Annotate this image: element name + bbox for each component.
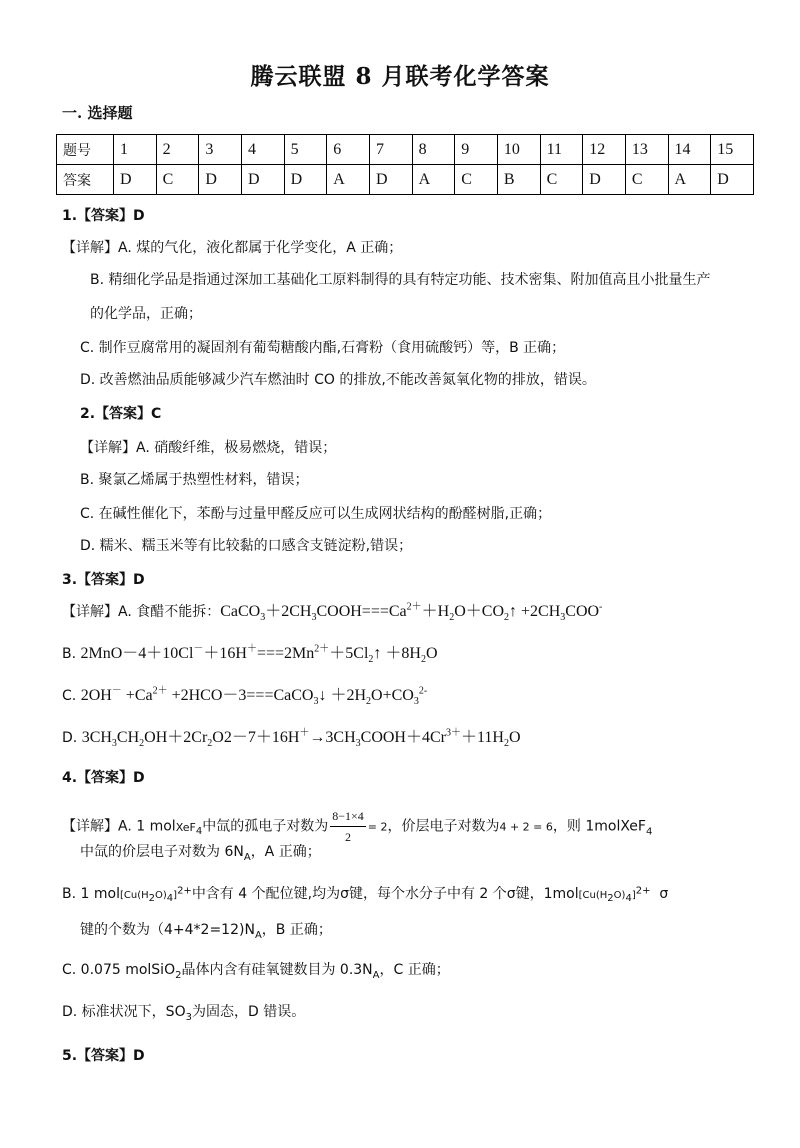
question-number-cell: 3: [199, 135, 242, 165]
answer-cell: D: [284, 165, 327, 195]
q1-b-line2: 的化学品，正确；: [90, 306, 202, 322]
q2-d: D. 糯米、糯玉米等有比较黏的口感含支链淀粉,错误；: [80, 538, 413, 554]
table-row: [57, 165, 754, 195]
answer-cell: C: [455, 165, 498, 195]
q1-b-line1: B. 精细化学品是指通过深加工基础化工原料制得的具有特定功能、技术密集、附加值高且小批量生产: [90, 272, 711, 288]
q3-d: [62, 728, 521, 748]
answer-cell: D: [241, 165, 284, 195]
section-heading: 一. 选择题: [62, 104, 133, 122]
q4-b-line1: [62, 884, 668, 906]
q4-a-sum: 4 + 2 = 6: [499, 820, 553, 834]
answer-cell: A: [412, 165, 455, 195]
q3-d-prefix: D.: [62, 730, 78, 746]
answer-table: [56, 134, 754, 195]
q4-b-mid: 中含有 4 个配位键,均为σ键，每个水分子中有 2 个σ键，1mol: [191, 886, 579, 902]
q3-c-prefix: C.: [62, 688, 77, 704]
q4-a-line2: 中氙的价层电子对数为 $6N_A$，A 正确；: [80, 844, 321, 863]
q4-b-line2: 键的个数为$(4+4*2=12)N_A$，B 正确；: [80, 922, 332, 941]
q4-c-mid: 晶体内含有硅氧键数目为 0.3N: [181, 962, 373, 978]
row-label: 答案: [57, 165, 114, 195]
q2-heading: 2.【答案】C: [80, 406, 162, 422]
q4-a2-text: 中氙的价层电子对数为 6N: [80, 844, 244, 860]
fraction: [330, 806, 366, 847]
question-number-cell: 15: [711, 135, 754, 165]
q4-d: D. 标准状况下，$SO_3$为固态，D 错误。: [62, 1004, 306, 1023]
q3-a-prefix: 【详解】A. 食醋不能拆：: [62, 604, 221, 620]
q3-b-equation: $2MnO-4+10Cl^-+16H^+===2Mn^{2+}+5Cl_2↑ +8H_2O$: [80, 643, 438, 666]
q2-c: C. 在碱性催化下，苯酚与过量甲醛反应可以生成网状结构的酚醛树脂,正确；: [80, 506, 552, 522]
question-number-cell: 4: [241, 135, 284, 165]
q3-heading: 3.【答案】D: [62, 572, 145, 588]
q3-a: [62, 602, 602, 622]
question-number-cell: 10: [497, 135, 540, 165]
question-number-cell: 8: [412, 135, 455, 165]
fraction-denominator: 2: [344, 830, 351, 844]
question-number-cell: 1: [114, 135, 157, 165]
q4-c: C. 0.075 molSiO$_2$晶体内含有硅氧键数目为 $0.3N_A$，C 正确；: [62, 962, 450, 981]
q3-c-equation: $2OH^- +Ca^{2+}$ +2HCO－3===CaCO$_3$↓ $+2H_2O+CO_3^{2-}$: [80, 685, 428, 708]
q4-d-text: D. 标准状况下，SO: [62, 1004, 186, 1020]
answer-cell: A: [327, 165, 370, 195]
question-number-cell: 2: [156, 135, 199, 165]
q4-c-text: C. 0.075 molSiO: [62, 962, 176, 978]
q1-heading: 1.【答案】D: [62, 208, 145, 224]
q4-heading: 4.【答案】D: [62, 770, 145, 786]
question-number-cell: 14: [668, 135, 711, 165]
complex-formula: $[Cu(H_2O)_4]^{2+}$: [578, 885, 651, 904]
q3-a-equation: $CaCO_3+2CH_3COOH===Ca^{2+}+H_2O+CO_2↑ +2CH_3COO^-$: [220, 601, 603, 624]
question-number-cell: 5: [284, 135, 327, 165]
q1-a: 【详解】A. 煤的气化，液化都属于化学变化，A 正确；: [62, 240, 403, 256]
row-label: 题号: [57, 135, 114, 165]
question-number-cell: 11: [540, 135, 583, 165]
q4-c-end: ，C 正确；: [379, 962, 450, 978]
q4-a-line1: 【详解】A. 1 molXeF$_4$中氙的孤电子对数为 $\frac{8-1\times 4}{2}$ = 2，价层电子对数为4 + 2 = 6，则 1molXeF$_4$: [62, 806, 652, 847]
answer-cell: A: [668, 165, 711, 195]
q4-b2-end: ，B 正确；: [261, 922, 332, 938]
q4-b-end: σ: [659, 886, 669, 902]
fraction-result: = 2: [367, 820, 388, 834]
q4-a-prefix: 【详解】A. 1 mol: [62, 818, 176, 835]
q1-d: D. 改善燃油品质能够减少汽车燃油时 CO 的排放,不能改善氮氧化物的排放，错误。: [80, 372, 596, 388]
q4-a-tail: ，价层电子对数为: [387, 818, 500, 835]
q2-b: B. 聚氯乙烯属于热塑性材料，错误；: [80, 472, 309, 488]
q5-heading: 5.【答案】D: [62, 1048, 145, 1064]
answer-cell: C: [540, 165, 583, 195]
q3-c: [62, 686, 427, 706]
q4-b2-text: 键的个数为（4+4*2=12)N: [80, 922, 255, 938]
q4-b-prefix: B. 1 mol: [62, 886, 120, 902]
question-number-cell: 12: [583, 135, 626, 165]
answer-cell: D: [114, 165, 157, 195]
q4-d-end: 为固态，D 错误。: [191, 1004, 306, 1020]
table-row: [57, 135, 754, 165]
q3-b-prefix: B.: [62, 646, 77, 662]
xef4-formula: XeF$_4$: [175, 820, 203, 837]
q1-c: C. 制作豆腐常用的凝固剂有葡萄糖酸内酯,石膏粉（食用硫酸钙）等，B 正确；: [80, 340, 566, 356]
answer-cell: D: [711, 165, 754, 195]
question-number-cell: 7: [369, 135, 412, 165]
q3-b: [62, 644, 438, 664]
document-title: 腾云联盟 8 月联考化学答案: [250, 63, 550, 90]
complex-formula: $[Cu(H_2O)_4]^{2+}$: [119, 885, 192, 904]
q2-a: 【详解】A. 硝酸纤维，极易燃烧，错误；: [80, 440, 337, 456]
q4-a-end: ，则 1molXeF: [552, 818, 646, 835]
answer-cell: D: [583, 165, 626, 195]
q4-a2-end: ，A 正确；: [250, 844, 321, 860]
answer-cell: C: [156, 165, 199, 195]
question-number-cell: 13: [625, 135, 668, 165]
fraction-numerator: 8−1×4: [330, 806, 366, 827]
answer-cell: D: [199, 165, 242, 195]
q4-a-mid: 中氙的孤电子对数为: [202, 818, 329, 835]
answer-cell: D: [369, 165, 412, 195]
q3-d-equation: $3CH_3CH_2OH+2Cr_2O2-7+16H^+\to 3CH_3COOH+4Cr^{3+}+11H_2O$: [81, 727, 521, 750]
question-number-cell: 6: [327, 135, 370, 165]
answer-cell: B: [497, 165, 540, 195]
answer-cell: C: [625, 165, 668, 195]
question-number-cell: 9: [455, 135, 498, 165]
